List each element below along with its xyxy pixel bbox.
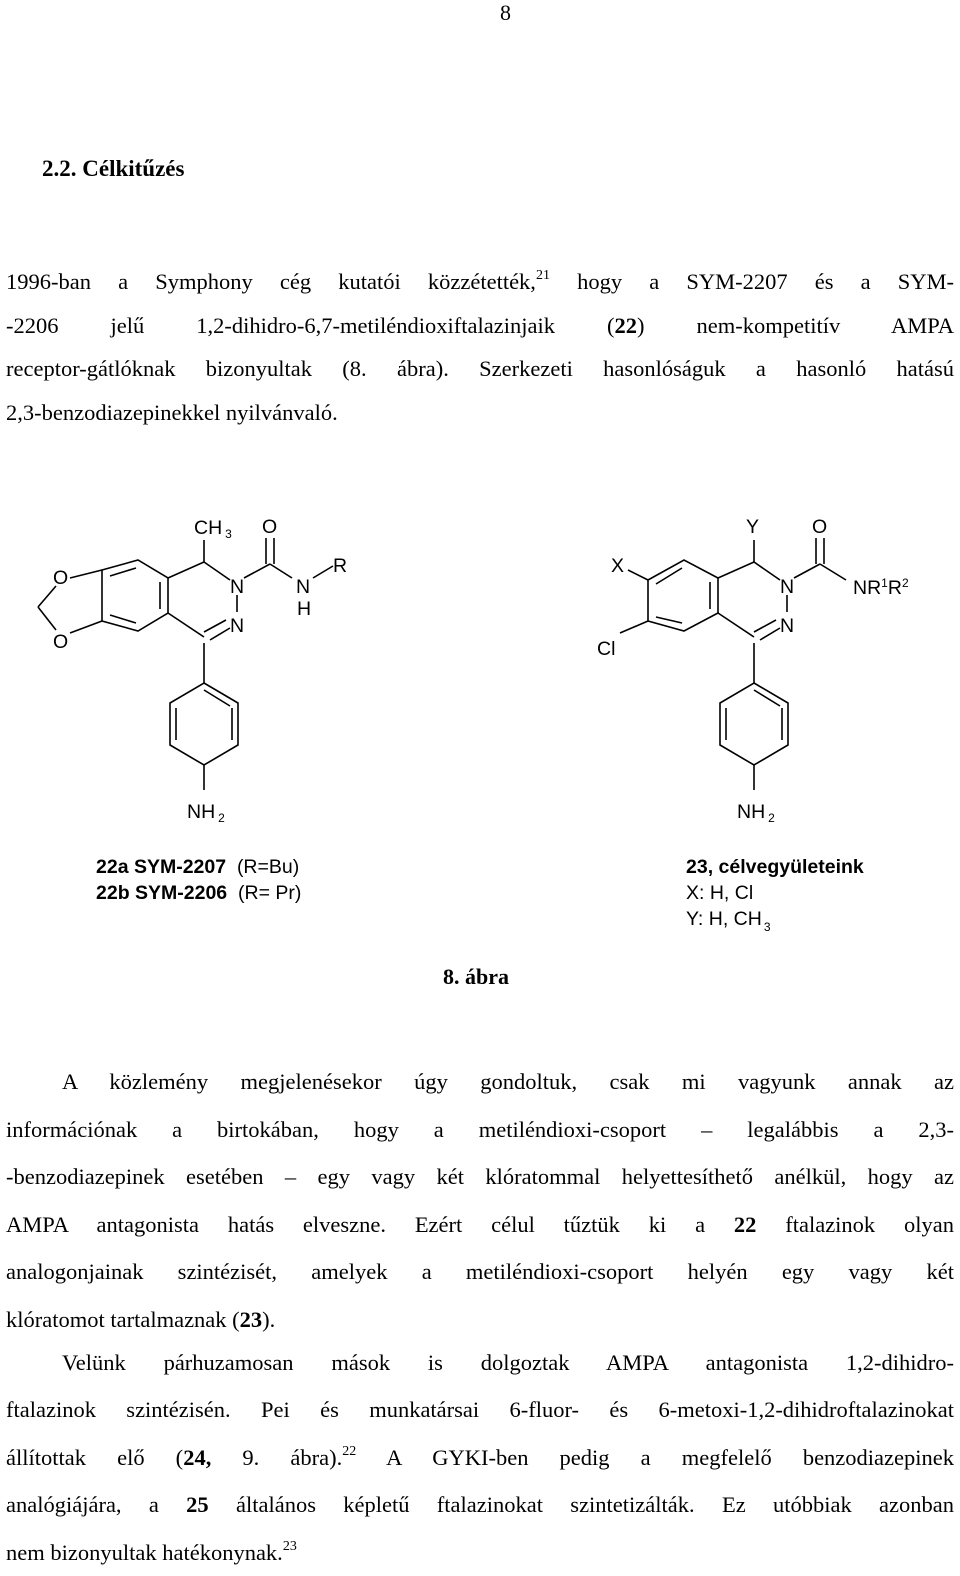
text-span: 1996-ban a Symphony cég kutatói közzétették, (6, 269, 536, 294)
compound-substituent: (R=Bu) (236, 856, 300, 878)
atom-label: Cl (597, 638, 616, 660)
page-number: 8 (500, 0, 511, 25)
text-span: nem bizonyultak hatékonynak. (6, 1539, 283, 1565)
paragraph-line: 2,3-benzodiazepinekkel nyilvánvaló. (6, 399, 338, 425)
figure-caption: 8. ábra (443, 964, 509, 989)
atom-label: $NR^1R^2$ (853, 576, 909, 599)
atom-label: N (230, 576, 245, 598)
atom-label: NH $_2$ (737, 801, 775, 825)
compound-ref: 22 (614, 312, 637, 338)
compound-22b-label (96, 880, 301, 906)
atom-label: Y (746, 516, 760, 538)
compound-ref: 24, (183, 1444, 212, 1470)
paragraph-related-work (6, 1339, 954, 1576)
paragraph-intro (6, 260, 954, 434)
left-phenyl-ring (170, 683, 238, 765)
compound-id: 22a SYM-2207 (96, 856, 227, 878)
text-span: állítottak elő ( (6, 1444, 184, 1470)
text-span: klóratomot tartalmaznak ( (6, 1306, 240, 1332)
compound-ref: 25 (186, 1492, 209, 1518)
atom-label: N (296, 576, 311, 598)
paragraph-line: analogonjainak szintézisét, amelyek a metiléndioxi-csoport helyén egy vagy két (6, 1259, 954, 1285)
paragraph-line: ftalazinok szintézisén. Pei és munkatársai 6-fluor- és 6-metoxi-1,2-dihidroftalazinokat (6, 1397, 954, 1423)
right-phenyl-ring (720, 683, 788, 765)
compound-id: 22b SYM-2206 (96, 882, 228, 904)
paragraph-line: receptor-gátlóknak bizonyultak (8. ábra). Szerkezeti hasonlóságuk a hasonló hatású (6, 356, 954, 381)
text-span: 9. ábra). (211, 1444, 343, 1470)
paragraph-line: -benzodiazepinek esetében – egy vagy két klóratommal helyettesíthető anélkül, hogy az (6, 1164, 954, 1190)
atom-label: H (297, 598, 312, 620)
section-heading: 2.2. Célkitűzés (42, 156, 185, 181)
citation-ref: 23 (282, 1538, 297, 1554)
text-span: ) nem-kompetitív AMPA (637, 312, 955, 338)
substituent-y-label (686, 906, 771, 934)
paragraph-line (6, 304, 954, 348)
substituent-x-label: X: H, Cl (686, 882, 754, 904)
paragraph-line (6, 1434, 954, 1481)
paragraph-line (6, 1481, 954, 1528)
atom-label: O (262, 516, 278, 538)
text-span: AMPA antagonista hatás elveszne. Ezért célul tűztük ki a (6, 1211, 734, 1237)
atom-label: N (230, 615, 245, 637)
right-benzo-ring (648, 560, 718, 631)
compound-substituent: (R= Pr) (238, 882, 302, 904)
atom-label: X (611, 555, 625, 577)
compound-ref: 23 (239, 1306, 263, 1332)
compound-22a-label (96, 854, 299, 880)
text-span: -2206 jelű 1,2-dihidro-6,7-metiléndioxiftalazinjaik ( (6, 312, 615, 338)
paragraph-line: információnak a birtokában, hogy a metiléndioxi-csoport – legalábbis a 2,3- (6, 1116, 954, 1142)
left-benzo-ring (102, 560, 168, 631)
text-span: hogy a SYM-2207 és a SYM- (549, 269, 954, 294)
compound-id: 23, célvegyületeink (686, 856, 864, 878)
text-span: A GYKI-ben pedig a megfelelő benzodiazepinek (356, 1444, 954, 1470)
text-span: általános képletű ftalazinokat szintetizálták. Ez utóbbiak azonban (208, 1492, 954, 1518)
subscript: 3 (763, 920, 771, 934)
paragraph-goal (6, 1058, 954, 1344)
text-span: ftalazinok olyan (756, 1211, 954, 1237)
target-compounds-label (686, 854, 864, 880)
text-span: analógiájára, a (6, 1492, 187, 1518)
atom-label: R (333, 555, 348, 577)
paragraph-line (6, 260, 954, 304)
chemical-structures-figure (0, 500, 960, 940)
paragraph-line (6, 1296, 954, 1344)
citation-ref: 22 (342, 1443, 357, 1459)
paragraph-line: Velünk párhuzamosan mások is dolgoztak AMPA antagonista 1,2-dihidro- (62, 1350, 954, 1375)
text-span: ). (262, 1306, 276, 1332)
paragraph-line: A közlemény megjelenésekor úgy gondoltuk, csak mi vagyunk annak az (62, 1069, 954, 1094)
atom-label: N (780, 576, 795, 598)
paragraph-line (6, 1529, 954, 1576)
atom-label: CH $_3$ (194, 517, 232, 541)
atom-label: N (780, 615, 795, 637)
atom-label: O (53, 567, 69, 589)
atom-label: NH $_2$ (187, 801, 225, 825)
atom-label: O (53, 631, 69, 653)
atom-label: O (812, 516, 828, 538)
paragraph-line (6, 1201, 954, 1249)
citation-ref: 21 (535, 268, 550, 283)
text-span: Y: H, CH (686, 908, 762, 930)
compound-ref: 22 (733, 1211, 757, 1237)
